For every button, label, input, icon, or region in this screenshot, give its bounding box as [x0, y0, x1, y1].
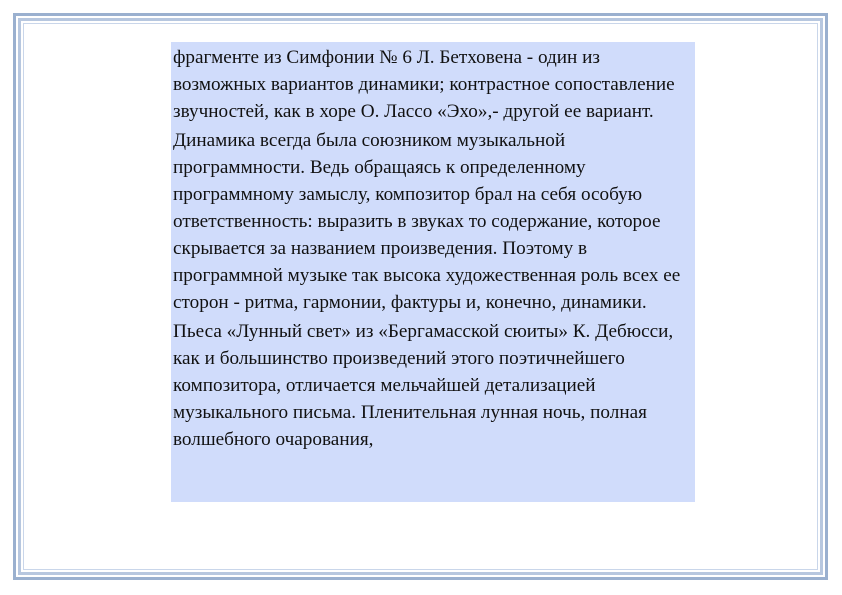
- slide-text-box: [171, 42, 695, 502]
- paragraph-moonlight-debussy: Пьеса «Лунный свет» из «Бергамасской сюиты» К. Дебюсси, как и большинство произведений этого поэтичнейшего композитора, отличается мельчайшей детализацией музыкального письма. Пленительная лунная ночь, полная волшебного очарования,: [173, 321, 674, 450]
- paragraph-dynamics-programmatic: Динамика всегда была союзником музыкальной программности. Ведь обращаясь к определенному программному замыслу, композитор брал на себя особую ответственность: выразить в звуках то содержание, которое скрывается за названием произведения. Поэтому в программной музыке так высока художественная роль всех ее сторон - ритма, гармонии, фактуры и, конечно, динамики.: [173, 130, 681, 313]
- paragraph-beethoven: фрагменте из Симфонии № 6 Л. Бетховена - один из возможных вариантов динамики; контрастное сопоставление звучностей, как в хоре О. Лассо «Эхо»,- другой ее вариант.: [173, 47, 675, 122]
